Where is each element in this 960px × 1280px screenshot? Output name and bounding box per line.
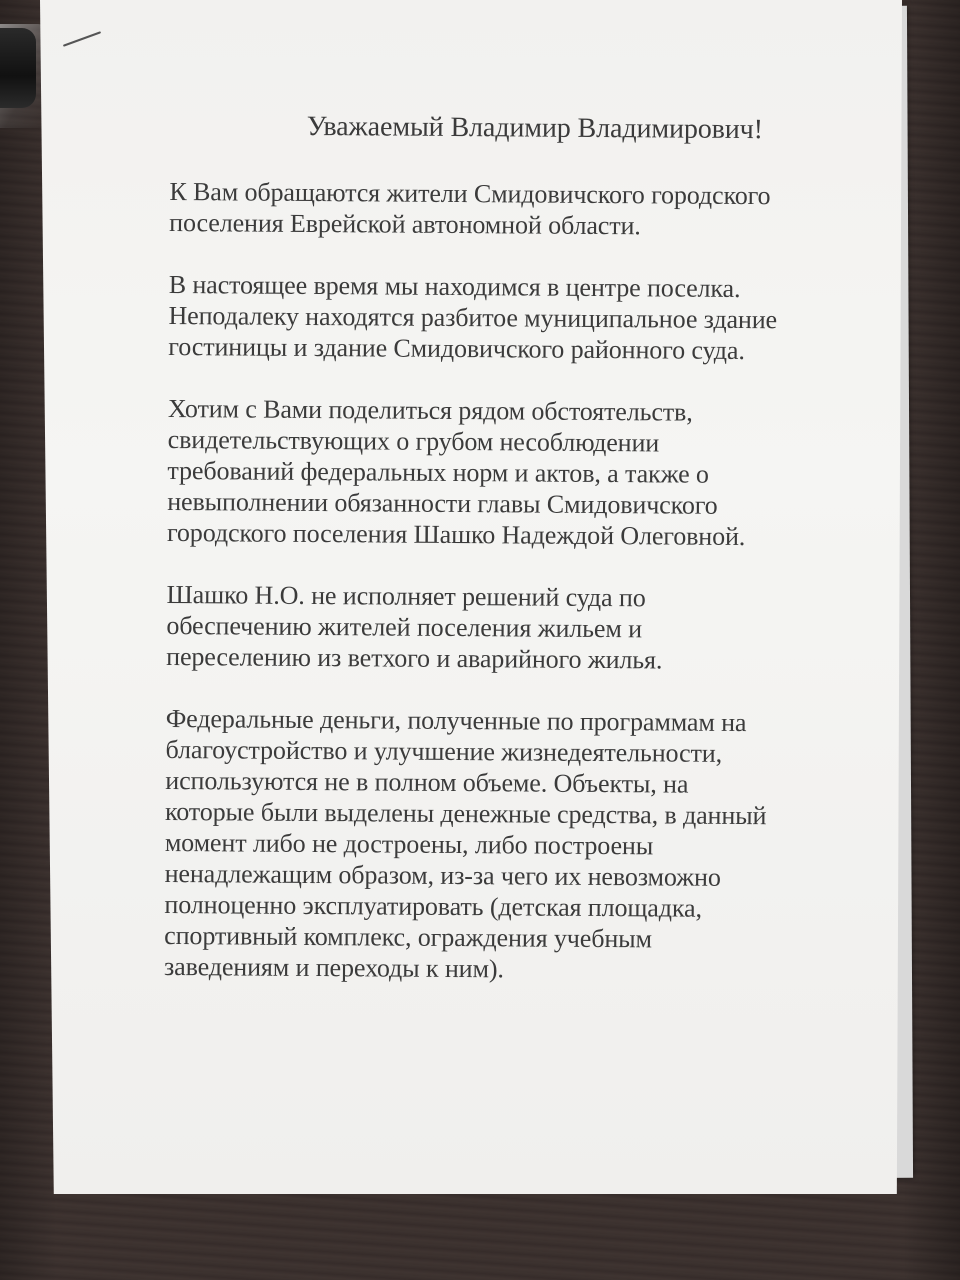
- paragraph-court-decisions: Шашко Н.О. не исполняет решений суда по обеспечению жителей поселения жильем и переселению из ветхого и аварийного жилья.: [166, 579, 663, 675]
- letter-salutation: Уважаемый Владимир Владимирович!: [306, 110, 764, 146]
- paragraph-location: В настоящее время мы находимся в центре поселка. Неподалеку находятся разбитое муниципальное здание гостиницы и здание Смидовичского районного суда.: [168, 269, 778, 366]
- paragraph-circumstances: Хотим с Вами поделиться рядом обстоятельств, свидетельствующих о грубом несоблюдении требований федеральных норм и актов, а также о невыполнении обязанности главы Смидовичского городского поселения Шашко Надеждой Олеговной.: [166, 393, 746, 552]
- paragraph-federal-funds: Федеральные деньги, полученные по программам на благоустройство и улучшение жизнедеятельности, используются не в полном объеме. Объекты, на которые были выделены денежные средства, в данный момент либо не достроены, либо построены ненадлежащим образом, из-за чего их невозможно полноценно эксплуатировать (детская площадка, спортивный комплекс, ограждения учебным заведениям и переходы к ним).: [163, 703, 767, 984]
- paragraph-intro: К Вам обращаются жители Смидовичского городского поселения Еврейской автономной области.: [169, 176, 771, 241]
- letter-body: [164, 110, 860, 1018]
- binder-clip: [0, 28, 36, 108]
